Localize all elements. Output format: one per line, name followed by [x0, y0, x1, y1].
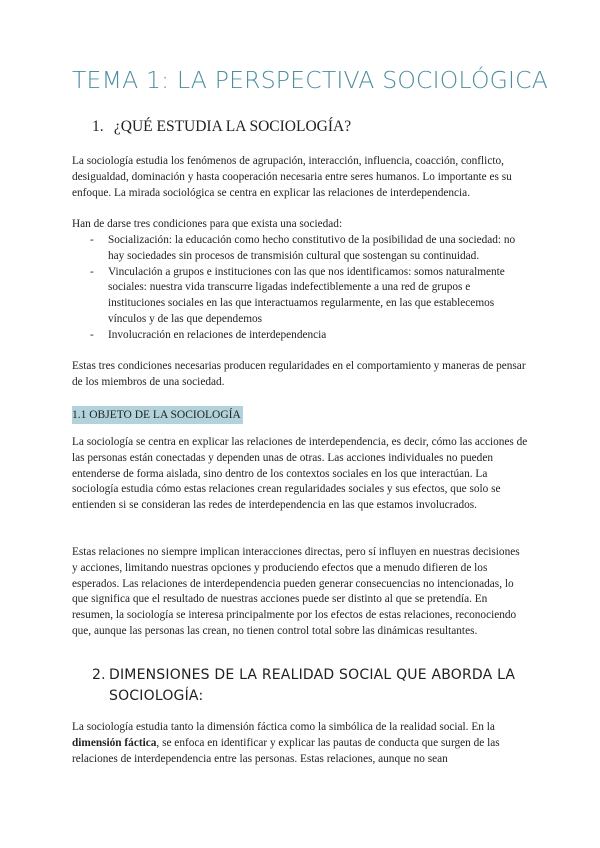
- section-1-number: 1.: [92, 118, 104, 135]
- condition-text: Vinculación a grupos e instituciones con las que nos identificamos: somos naturalmente sociales: nuestra vida transcurre ligadas indefectiblemente a una red de grupos e instituciones sociales en las que interactuamos regularmente, en las que establecemos vínculos y de las que dependemos: [108, 265, 505, 325]
- list-item: [72, 265, 528, 328]
- document-title: TEMA 1: LA PERSPECTIVA SOCIOLÓGICA: [72, 66, 549, 94]
- section-1-heading: [92, 118, 351, 136]
- section-2-number: 2.: [92, 667, 106, 683]
- subsection-1-1-paragraph-1: La sociología se centra en explicar las relaciones de interdependencia, es decir, cómo las acciones de las personas están conectadas y dependen unas de otras. Las acciones individuales no pueden entenderse de forma aislada, sino dentro de los contextos sociales en los que interactúan. La sociología estudia cómo estas relaciones crean regularidades sociales y sus efectos, que solo se entienden si se consideran las redes de interdependencia en las que estamos involucrados.: [72, 436, 528, 512]
- section-2-paragraph: [72, 720, 528, 767]
- bullet-dash: -: [90, 328, 94, 341]
- conditions-list: [72, 233, 528, 344]
- section-2-heading: [92, 665, 542, 707]
- paragraph-text-start: La sociología estudia tanto la dimensión fáctica como la simbólica de la realidad social. En la: [72, 721, 495, 733]
- section-1-conclusion: Estas tres condiciones necesarias producen regularidades en el comportamiento y maneras de pensar de los miembros de una sociedad.: [72, 360, 526, 388]
- paragraph-text-rest: , se enfoca en identificar y explicar las pautas de conducta que surgen de las relaciones de interdependencia entre las personas. Estas relaciones, aunque no sean: [72, 736, 500, 765]
- condition-text: Involucración en relaciones de interdependencia: [108, 328, 327, 341]
- condition-text: Socialización: la educación como hecho constitutivo de la posibilidad de una sociedad: no hay sociedades sin procesos de transmisión cultural que sostengan su continuidad.: [108, 234, 516, 262]
- subsection-1-1-heading: 1.1 OBJETO DE LA SOCIOLOGÍA: [72, 406, 243, 424]
- bullet-dash: -: [90, 234, 94, 246]
- section-2-title-line-2: SOCIOLOGÍA:: [109, 688, 204, 704]
- bullet-dash: -: [90, 265, 94, 278]
- subsection-1-1-paragraph-2: Estas relaciones no siempre implican interacciones directas, pero sí influyen en nuestras decisiones y acciones, limitando nuestras opciones y produciendo efectos que a menudo difieren de los esperados. Las relaciones de interdependencia pueden generar consecuencias no intencionadas, lo que significa que el resultado de nuestras acciones puede ser distinto al que se pretendía. En resumen, la sociología se interesa principalmente por los efectos de estas relaciones, reconociendo que, aunque las personas las crean, no tienen control total sobre las dinámicas resultantes.: [72, 546, 520, 637]
- section-2-title-line-1: DIMENSIONES DE LA REALIDAD SOCIAL QUE ABORDA LA: [109, 667, 516, 683]
- section-1-title: ¿QUÉ ESTUDIA LA SOCIOLOGÍA?: [113, 118, 352, 135]
- section-1-intro: La sociología estudia los fenómenos de agrupación, interacción, influencia, coacción, conflicto, desigualdad, dominación y hasta cooperación necesaria entre seres humanos. Lo importante es su enfoque. La mirada sociológica se centra en explicar las relaciones de interdependencia.: [72, 155, 512, 199]
- conditions-lead: Han de darse tres condiciones para que exista una sociedad:: [72, 218, 343, 230]
- list-item: [72, 328, 528, 344]
- dimension-factica-term: dimensión fáctica: [72, 736, 157, 749]
- list-item: [72, 233, 528, 265]
